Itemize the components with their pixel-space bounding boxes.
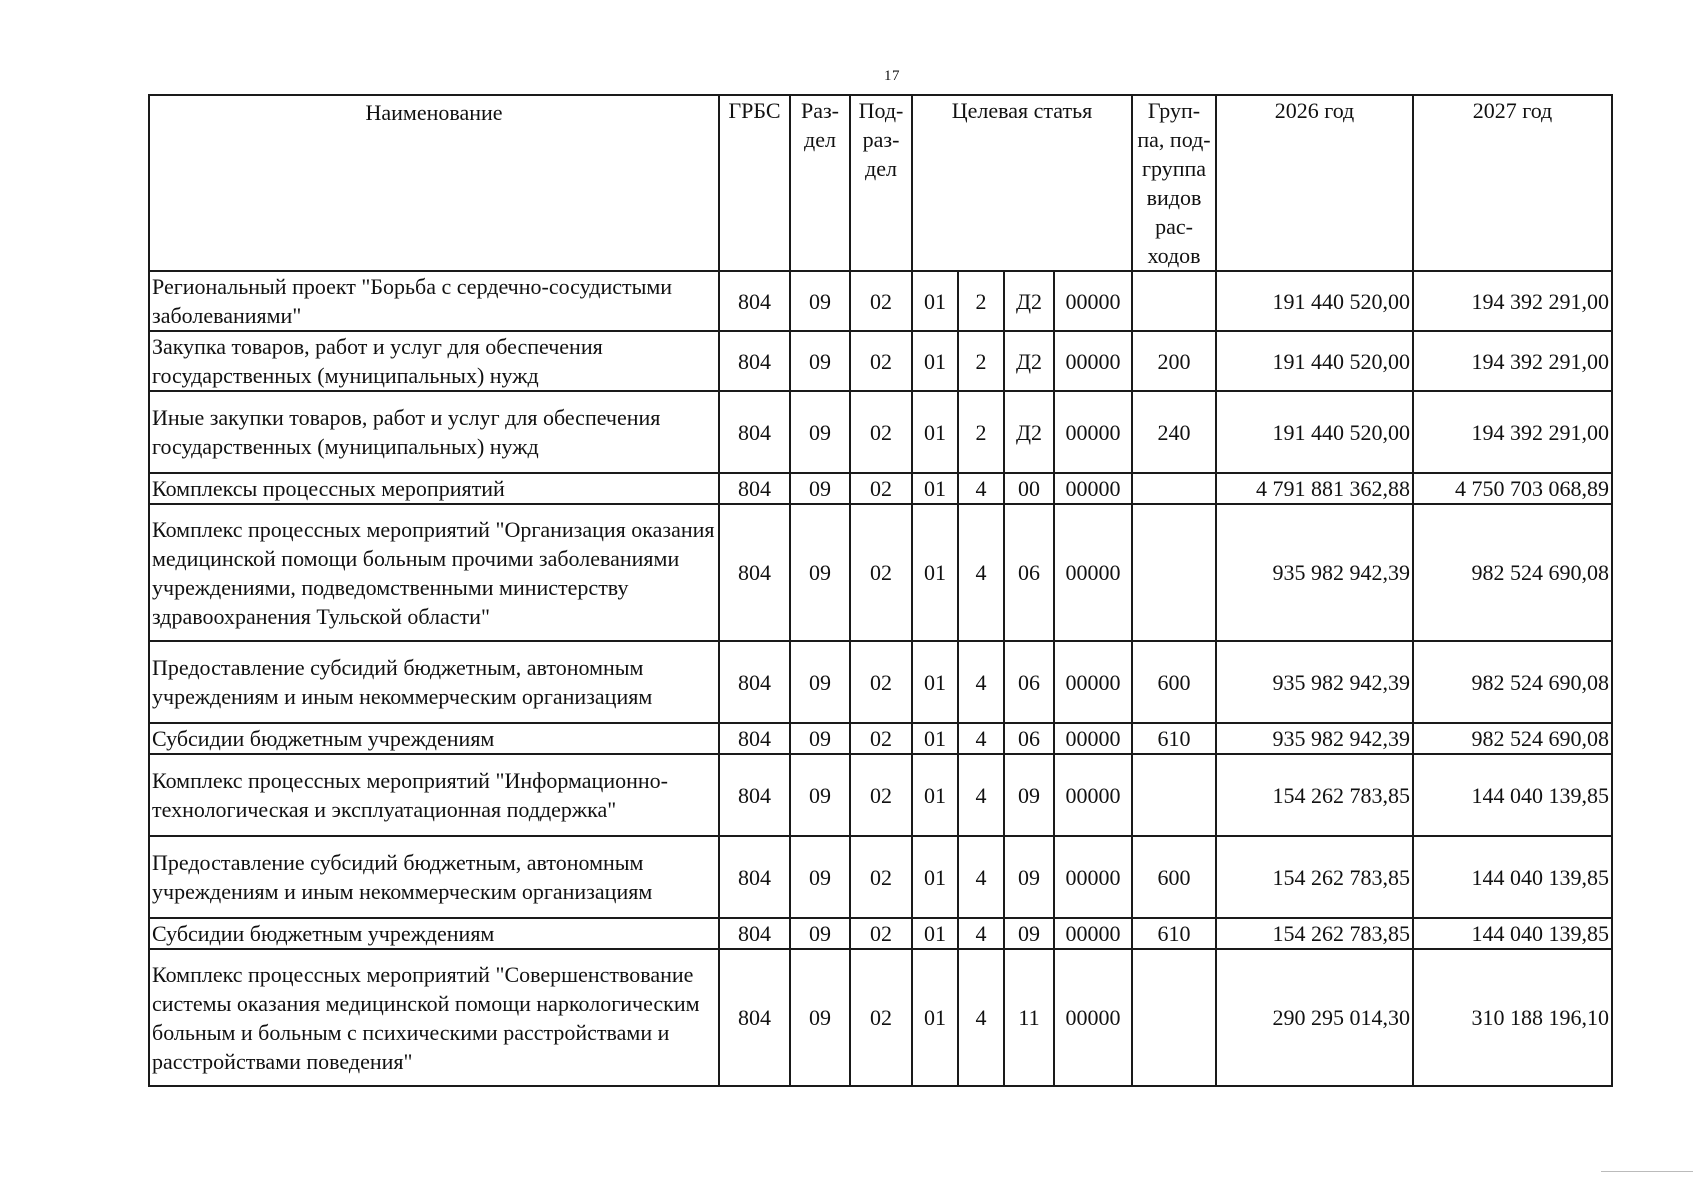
header-target-article: Целевая статья	[912, 95, 1132, 271]
cell-name: Субсидии бюджетным учреждениям	[149, 723, 719, 754]
table-row	[149, 391, 1612, 473]
cell-target-type: 4	[958, 836, 1004, 918]
cell-target-direction: 00000	[1054, 504, 1132, 641]
cell-razdel: 09	[790, 331, 850, 391]
cell-amount-2026: 191 440 520,00	[1216, 331, 1413, 391]
cell-amount-2027: 310 188 196,10	[1413, 949, 1612, 1086]
cell-grbs: 804	[719, 504, 790, 641]
cell-target-program: 01	[912, 836, 958, 918]
cell-razdel: 09	[790, 754, 850, 836]
table-row	[149, 836, 1612, 918]
cell-amount-2026: 191 440 520,00	[1216, 271, 1413, 331]
cell-target-item: 09	[1004, 836, 1054, 918]
cell-name: Комплексы процессных мероприятий	[149, 473, 719, 504]
cell-target-type: 4	[958, 641, 1004, 723]
cell-grbs: 804	[719, 391, 790, 473]
cell-expense-group: 600	[1132, 836, 1216, 918]
cell-expense-group: 610	[1132, 918, 1216, 949]
cell-grbs: 804	[719, 754, 790, 836]
cell-name: Комплекс процессных мероприятий "Организация оказания медицинской помощи больным прочими заболеваниями учреждениями, подведомственными министерству здравоохранения Тульской области"	[149, 504, 719, 641]
cell-target-direction: 00000	[1054, 641, 1132, 723]
cell-target-item: 09	[1004, 918, 1054, 949]
cell-name: Закупка товаров, работ и услуг для обеспечения государственных (муниципальных) нужд	[149, 331, 719, 391]
cell-expense-group	[1132, 949, 1216, 1086]
cell-amount-2027: 982 524 690,08	[1413, 723, 1612, 754]
cell-razdel: 09	[790, 836, 850, 918]
cell-razdel: 09	[790, 473, 850, 504]
cell-razdel: 09	[790, 918, 850, 949]
cell-name: Комплекс процессных мероприятий "Совершенствование системы оказания медицинской помощи наркологическим больным и больным с психическими расстройствами и расстройствами поведения"	[149, 949, 719, 1086]
cell-target-item: 06	[1004, 504, 1054, 641]
cell-grbs: 804	[719, 473, 790, 504]
cell-target-item: 11	[1004, 949, 1054, 1086]
cell-target-type: 4	[958, 473, 1004, 504]
cell-podrazdel: 02	[850, 331, 912, 391]
table-row	[149, 271, 1612, 331]
cell-name: Иные закупки товаров, работ и услуг для обеспечения государственных (муниципальных) нужд	[149, 391, 719, 473]
table-row	[149, 331, 1612, 391]
table-row	[149, 918, 1612, 949]
cell-amount-2027: 144 040 139,85	[1413, 918, 1612, 949]
cell-target-type: 2	[958, 331, 1004, 391]
cell-target-program: 01	[912, 504, 958, 641]
cell-target-item: Д2	[1004, 271, 1054, 331]
cell-target-program: 01	[912, 641, 958, 723]
table-row	[149, 754, 1612, 836]
cell-target-type: 4	[958, 754, 1004, 836]
cell-name: Региональный проект "Борьба с сердечно-сосудистыми заболеваниями"	[149, 271, 719, 331]
header-razdel: Раз- дел	[790, 95, 850, 271]
table-row	[149, 949, 1612, 1086]
cell-target-direction: 00000	[1054, 271, 1132, 331]
cell-amount-2027: 144 040 139,85	[1413, 836, 1612, 918]
cell-podrazdel: 02	[850, 918, 912, 949]
cell-target-direction: 00000	[1054, 836, 1132, 918]
header-grbs: ГРБС	[719, 95, 790, 271]
cell-amount-2026: 191 440 520,00	[1216, 391, 1413, 473]
header-name: Наименование	[149, 95, 719, 271]
cell-amount-2026: 154 262 783,85	[1216, 836, 1413, 918]
cell-target-type: 4	[958, 723, 1004, 754]
table-header	[149, 95, 1612, 271]
header-podrazdel: Под- раз- дел	[850, 95, 912, 271]
cell-expense-group	[1132, 271, 1216, 331]
cell-target-direction: 00000	[1054, 331, 1132, 391]
cell-expense-group: 600	[1132, 641, 1216, 723]
cell-amount-2026: 290 295 014,30	[1216, 949, 1413, 1086]
cell-target-program: 01	[912, 331, 958, 391]
cell-grbs: 804	[719, 918, 790, 949]
table-body	[149, 271, 1612, 1086]
cell-target-item: 06	[1004, 723, 1054, 754]
cell-amount-2027: 982 524 690,08	[1413, 641, 1612, 723]
cell-target-program: 01	[912, 473, 958, 504]
cell-grbs: 804	[719, 641, 790, 723]
cell-amount-2027: 982 524 690,08	[1413, 504, 1612, 641]
cell-grbs: 804	[719, 331, 790, 391]
header-year-2027: 2027 год	[1413, 95, 1612, 271]
cell-target-direction: 00000	[1054, 473, 1132, 504]
header-expense-group: Груп- па, под- группа видов рас- ходов	[1132, 95, 1216, 271]
cell-target-program: 01	[912, 949, 958, 1086]
cell-amount-2026: 154 262 783,85	[1216, 918, 1413, 949]
cell-podrazdel: 02	[850, 271, 912, 331]
cell-podrazdel: 02	[850, 391, 912, 473]
cell-target-item: Д2	[1004, 331, 1054, 391]
cell-amount-2026: 4 791 881 362,88	[1216, 473, 1413, 504]
cell-target-direction: 00000	[1054, 918, 1132, 949]
cell-razdel: 09	[790, 391, 850, 473]
cell-target-program: 01	[912, 918, 958, 949]
cell-name: Комплекс процессных мероприятий "Информационно-технологическая и эксплуатационная поддержка"	[149, 754, 719, 836]
cell-target-direction: 00000	[1054, 949, 1132, 1086]
cell-amount-2026: 154 262 783,85	[1216, 754, 1413, 836]
cell-amount-2027: 194 392 291,00	[1413, 331, 1612, 391]
cell-target-type: 4	[958, 504, 1004, 641]
cell-amount-2027: 144 040 139,85	[1413, 754, 1612, 836]
cell-podrazdel: 02	[850, 723, 912, 754]
cell-grbs: 804	[719, 949, 790, 1086]
cell-expense-group	[1132, 473, 1216, 504]
cell-target-program: 01	[912, 754, 958, 836]
cell-amount-2027: 4 750 703 068,89	[1413, 473, 1612, 504]
cell-expense-group	[1132, 754, 1216, 836]
cell-target-type: 2	[958, 391, 1004, 473]
cell-podrazdel: 02	[850, 504, 912, 641]
cell-target-program: 01	[912, 391, 958, 473]
cell-target-direction: 00000	[1054, 723, 1132, 754]
cell-amount-2027: 194 392 291,00	[1413, 271, 1612, 331]
cell-target-item: 00	[1004, 473, 1054, 504]
cell-razdel: 09	[790, 504, 850, 641]
cell-expense-group	[1132, 504, 1216, 641]
cell-target-type: 4	[958, 949, 1004, 1086]
cell-razdel: 09	[790, 723, 850, 754]
cell-podrazdel: 02	[850, 836, 912, 918]
cell-podrazdel: 02	[850, 949, 912, 1086]
cell-podrazdel: 02	[850, 473, 912, 504]
cell-target-program: 01	[912, 723, 958, 754]
budget-table	[148, 94, 1613, 1087]
footer-line	[1601, 1171, 1693, 1172]
table-row	[149, 641, 1612, 723]
cell-target-direction: 00000	[1054, 754, 1132, 836]
cell-amount-2027: 194 392 291,00	[1413, 391, 1612, 473]
table-row	[149, 504, 1612, 641]
table-row	[149, 473, 1612, 504]
cell-target-item: 09	[1004, 754, 1054, 836]
cell-name: Предоставление субсидий бюджетным, автономным учреждениям и иным некоммерческим организациям	[149, 641, 719, 723]
cell-razdel: 09	[790, 271, 850, 331]
cell-expense-group: 200	[1132, 331, 1216, 391]
cell-razdel: 09	[790, 949, 850, 1086]
cell-grbs: 804	[719, 723, 790, 754]
cell-amount-2026: 935 982 942,39	[1216, 723, 1413, 754]
cell-target-type: 2	[958, 271, 1004, 331]
table-row	[149, 723, 1612, 754]
header-year-2026: 2026 год	[1216, 95, 1413, 271]
cell-target-item: 06	[1004, 641, 1054, 723]
cell-target-type: 4	[958, 918, 1004, 949]
cell-amount-2026: 935 982 942,39	[1216, 641, 1413, 723]
cell-name: Субсидии бюджетным учреждениям	[149, 918, 719, 949]
cell-target-item: Д2	[1004, 391, 1054, 473]
cell-razdel: 09	[790, 641, 850, 723]
cell-podrazdel: 02	[850, 754, 912, 836]
cell-grbs: 804	[719, 836, 790, 918]
cell-target-direction: 00000	[1054, 391, 1132, 473]
cell-expense-group: 240	[1132, 391, 1216, 473]
cell-target-program: 01	[912, 271, 958, 331]
cell-grbs: 804	[719, 271, 790, 331]
cell-podrazdel: 02	[850, 641, 912, 723]
cell-amount-2026: 935 982 942,39	[1216, 504, 1413, 641]
cell-expense-group: 610	[1132, 723, 1216, 754]
page-number: 17	[884, 68, 900, 84]
cell-name: Предоставление субсидий бюджетным, автономным учреждениям и иным некоммерческим организациям	[149, 836, 719, 918]
